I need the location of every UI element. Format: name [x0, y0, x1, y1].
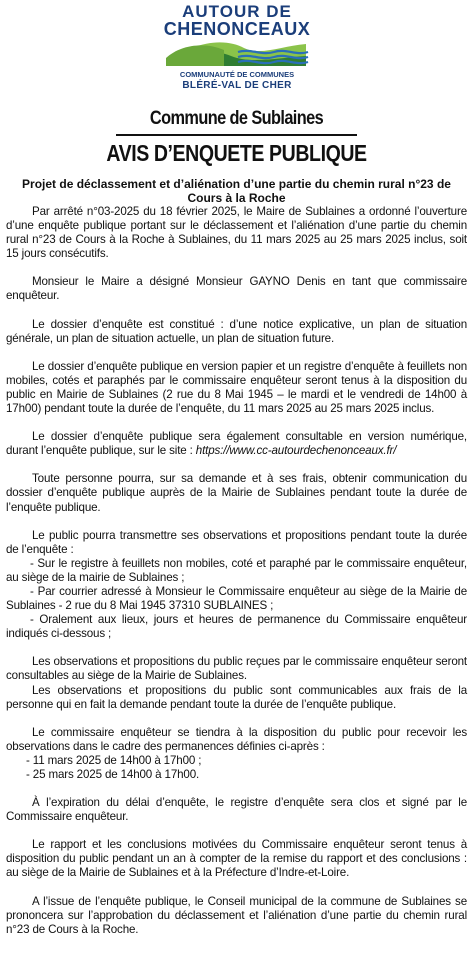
website-link[interactable]: https://www.cc-autourdechenonceaux.fr/	[195, 444, 397, 458]
logo	[6, 0, 467, 100]
logo-line3: COMMUNAUTÉ DE COMMUNES	[179, 70, 295, 79]
notice-title: AVIS D’ENQUETE PUBLIQUE	[106, 140, 367, 166]
logo-line2: CHENONCEAUX	[163, 19, 311, 39]
paragraph-communication: Toute personne pourra, sur sa demande et à ses frais, obtenir communication du dossier d’enquête publique auprès de la Mairie de Sublaines pendant toute la durée de l’enquête publique.	[6, 472, 467, 514]
commune-name: Commune de Sublaines	[149, 108, 324, 129]
subtitle-line-1: Projet de déclassement et d’aliénation d’une partie du chemin rural n°23 de	[22, 177, 451, 191]
observations-public-block	[6, 655, 467, 711]
observations-item-registre: - Sur le registre à feuillets non mobiles, coté et paraphé par le commissaire enquêteur, au siège de la mairie de Sublaines ;	[6, 556, 467, 584]
paragraph-numerique-text: Le dossier d’enquête publique sera également consultable en version numérique, durant l’enquête publique, sur le site :	[6, 430, 467, 458]
observations-item-courrier: - Par courrier adressé à Monsieur le Commissaire enquêteur au siège de la Mairie de Sublaines - 2 rue du 8 Mai 1945 37310 SUBLAINES ;	[6, 584, 467, 613]
paragraph-arrete: Par arrêté n°03-2025 du 18 février 2025, le Maire de Sublaines a ordonné l’ouverture d’une enquête publique portant sur le déclassement et l’aliénation d’une partie du chemin rural n°23 de Cours à la Roche à Sublaines, du 11 mars 2025 au 25 mars 2025 inclus, soit 15 jours consécutifs.	[6, 205, 467, 261]
logo-line1: AUTOUR DE	[182, 2, 292, 21]
permanence-item: - 11 mars 2025 de 14h00 à 17h00 ;	[26, 753, 202, 767]
paragraph-commissaire: Monsieur le Maire a désigné Monsieur GAYNO Denis en tant que commissaire enquêteur.	[6, 275, 467, 303]
paragraph-observations-consultables: Les observations et propositions du public reçues par le commissaire enquêteur seront consultables au siège de la Mairie de Sublaines.	[6, 655, 467, 683]
observations-item-oral: - Oralement aux lieux, jours et heures de permanence du Commissaire enquêteur indiqués ci-dessous ;	[6, 613, 467, 641]
notice-body	[6, 205, 467, 937]
paragraph-observations-communicables: Les observations et propositions du public sont communicables aux frais de la personne qui en fait la demande pendant toute la durée de l’enquête publique.	[6, 683, 467, 711]
observations-intro: Le public pourra transmettre ses observations et propositions pendant toute la durée de l’enquête :	[6, 528, 467, 556]
paragraph-dossier: Le dossier d’enquête est constitué : d’une notice explicative, un plan de situation générale, un plan de situation actuelle, un plan de situation future.	[6, 317, 467, 345]
paragraph-rapport: Le rapport et les conclusions motivées du Commissaire enquêteur seront tenus à disposition du public pendant un an à compter de la remise du rapport et des conclusions : au siège de la Mairie de Sublaines et à la Préfecture d’Indre-et-Loire.	[6, 838, 467, 880]
paragraph-numerique	[6, 430, 467, 458]
logo-line4: BLÉRÉ-VAL DE CHER	[182, 80, 292, 91]
notice-subtitle	[10, 177, 463, 205]
paragraph-cloture: À l’expiration du délai d’enquête, le registre d’enquête sera clos et signé par le Commissaire enquêteur.	[6, 796, 467, 824]
paragraph-consultation: Le dossier d’enquête publique en version papier et un registre d’enquête à feuillets non mobiles, cotés et paraphés par le commissaire enquêteur seront tenus à la disposition du public en Mairie de Sublaines (2 rue du 8 Mai 1945 – le mardi et le vendredi de 14h00 à 17h00) pendant toute la durée de l’enquête, du 11 mars 2025 au 25 mars 2025 inclus.	[6, 359, 467, 416]
permanence-item: - 25 mars 2025 de 14h00 à 17h00.	[26, 768, 200, 781]
logo-graphic	[6, 0, 467, 100]
permanences-block	[6, 726, 467, 782]
title-divider	[116, 134, 357, 136]
subtitle-line-2: Cours à la Roche	[187, 191, 286, 205]
permanences-intro: Le commissaire enquêteur se tiendra à la disposition du public pour recevoir les observations dans le cadre des permanences définies ci-après :	[6, 725, 467, 753]
paragraph-conseil: A l’issue de l’enquête publique, le Conseil municipal de la commune de Sublaines se prononcera sur l’approbation du déclassement et l’aliénation d’une partie du chemin rural n°23 de Cours à la Roche.	[6, 894, 467, 936]
observations-block	[6, 529, 467, 642]
logo-hills-icon	[166, 42, 306, 66]
